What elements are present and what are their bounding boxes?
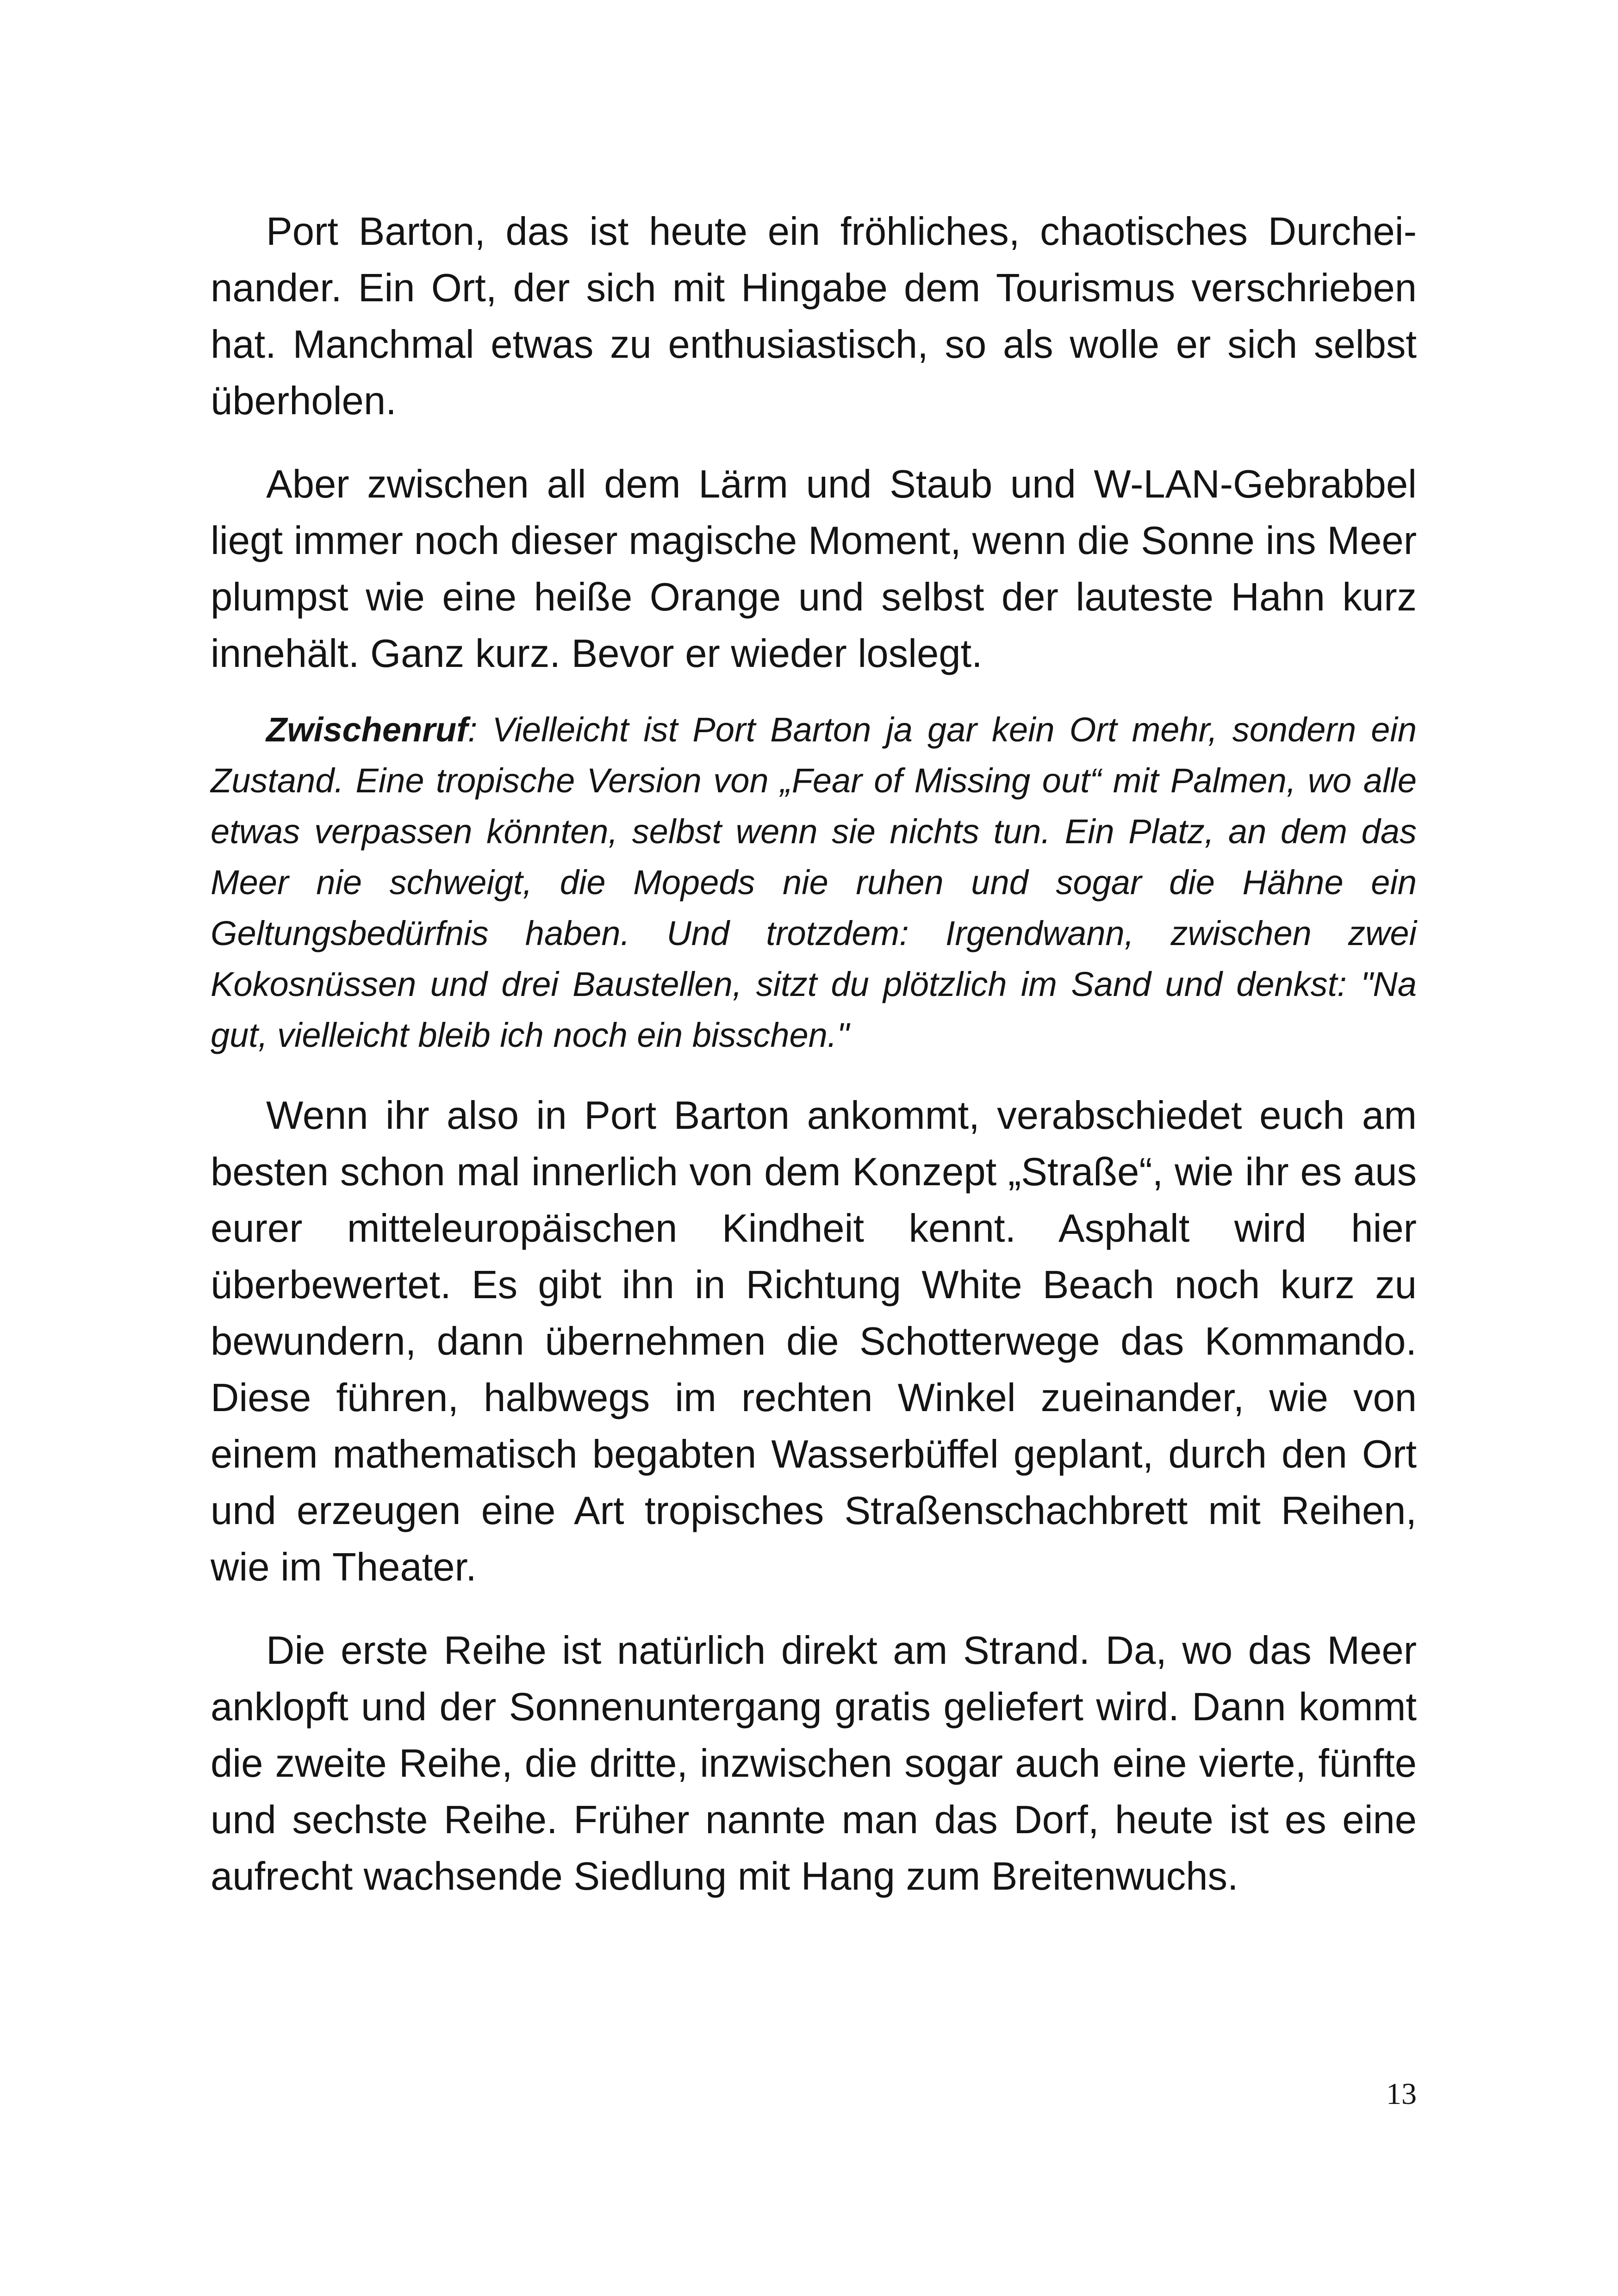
page-number: 13 [1386,2077,1417,2111]
paragraph: Port Barton, das ist heute ein fröhliches, chaotisches Durcheinander. Ein Ort, der sich mit Hingabe dem Tourismus verschrieben hat. Manchmal etwas zu enthusiastisch, so als wolle er sich selbst überholen. [211,210,1417,423]
paragraph: Wenn ihr also in Port Barton ankommt, verabschiedet euch am besten schon mal innerlich von dem Konzept „Straße“, wie ihr es aus eurer mitteleuropäischen Kindheit kennt. Asphalt wird hier überbewertet. Es gibt ihn in Richtung White Beach noch kurz zu bewundern, dann übernehmen die Schotterwege das Kommando. Diese führen, halbwegs im rechten Winkel zueinander, wie von einem mathematisch begabten Wasserbüffel geplant, durch den Ort und erzeugen eine Art tropisches Straßenschachbrett mit Reihen, wie im Theater. [211,1094,1417,1589]
interjection-label: Zwischenruf [266,710,468,749]
paragraph: Aber zwischen all dem Lärm und Staub und W-LAN-Gebrabbel liegt immer noch dieser magische Moment, wenn die Sonne ins Meer plumpst wie eine heiße Orange und selbst der lauteste Hahn kurz innehält. Ganz kurz. Bevor er wieder loslegt. [211,462,1417,676]
paragraph: Die erste Reihe ist natürlich direkt am Strand. Da, wo das Meer anklopft und der Sonnenuntergang gratis geliefert wird. Dann kommt die zweite Reihe, die dritte, inzwischen sogar auch eine vierte, fünfte und sechste Reihe. Früher nannte man das Dorf, heute ist es eine aufrecht wachsende Siedlung mit Hang zum Breitenwuchs. [211,1629,1417,1898]
interjection-paragraph [211,704,1417,1061]
interjection-text: : Vielleicht ist Port Barton ja gar kein Ort mehr, sondern ein Zustand. Eine tropische Version von „Fear of Missing out“ mit Palmen, wo alle etwas verpassen könnten, selbst wenn sie nichts tun. Ein Platz, an dem das Meer nie schweigt, die Mopeds nie ruhen und sogar die Hähne ein Geltungsbedürfnis haben. Und trotzdem: Irgendwann, zwischen zwei Kokosnüssen und drei Baustellen, sitzt du plötzlich im Sand und denkst: "Na gut, vielleicht bleib ich noch ein bisschen." [211,710,1417,1054]
body-text [211,204,1417,1905]
